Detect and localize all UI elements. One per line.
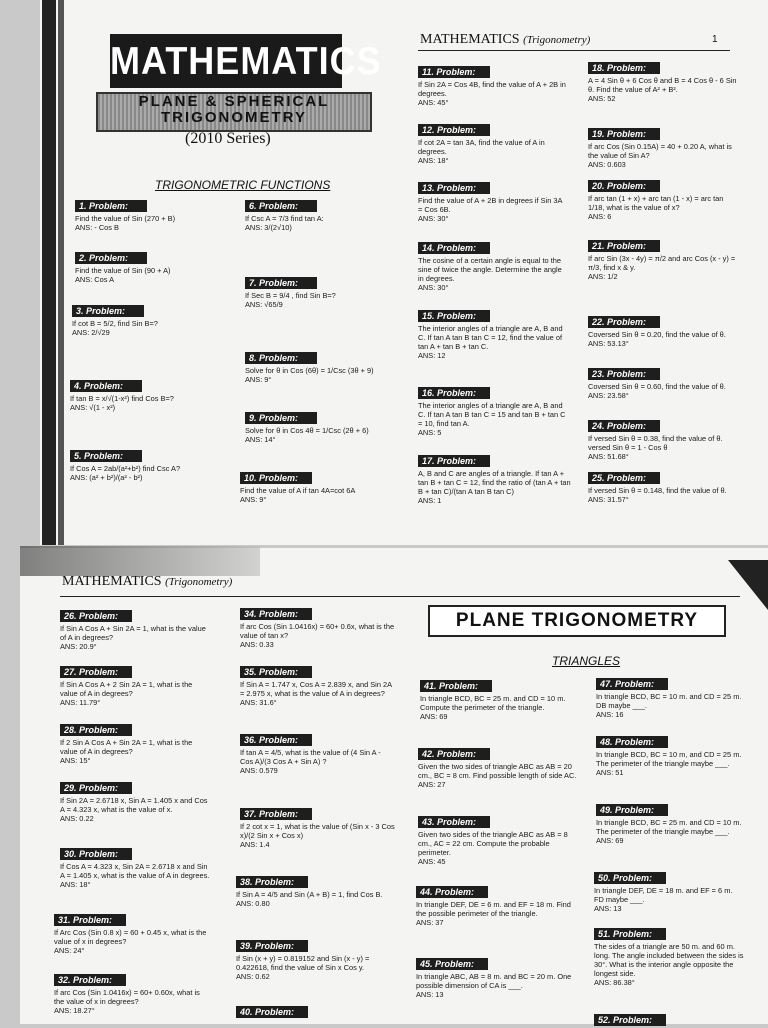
problem-label: 1. Problem: [75, 200, 147, 212]
problem-label: 38. Problem: [236, 876, 308, 888]
problem-answer: ANS: 1/2 [588, 272, 618, 281]
problem-block [416, 958, 581, 999]
problem-block [588, 128, 738, 169]
problem-answer: ANS: 5 [418, 428, 442, 437]
problem-block [240, 608, 395, 649]
problem-text: If 2 Sin A Cos A + Sin 2A = 1, what is the value of A in degrees? [60, 738, 193, 756]
problem-label: 39. Problem: [236, 940, 308, 952]
problem-label: 45. Problem: [416, 958, 488, 970]
problem-block [588, 472, 738, 504]
problem-text: Given the two sides of triangle ABC as AB = 20 cm., BC = 8 cm. Find possible length of side AC. [418, 762, 577, 780]
problem-answer: ANS: Cos A [75, 275, 115, 284]
problem-answer: ANS: 1 [418, 496, 442, 505]
problem-label: 34. Problem: [240, 608, 312, 620]
problem-label: 5. Problem: [70, 450, 142, 462]
problem-block [245, 352, 395, 384]
problem-label: 23. Problem: [588, 368, 660, 380]
problem-answer: ANS: 20.9° [60, 642, 97, 651]
problem-label: 29. Problem: [60, 782, 132, 794]
problem-label: 52. Problem: [594, 1014, 666, 1026]
problem-label: 49. Problem: [596, 804, 668, 816]
problem-label: 30. Problem: [60, 848, 132, 860]
problem-text: The interior angles of a triangle are A, B and C. If tan A tan B tan C = 12, find the value of tan A + tan B + tan C. [418, 324, 563, 351]
problem-label: 9. Problem: [245, 412, 317, 424]
problem-block [70, 380, 220, 412]
problem-block [60, 666, 210, 707]
problem-answer: ANS: 0.22 [60, 814, 94, 823]
problem-block [596, 736, 746, 777]
problem-text: The cosine of a certain angle is equal to the sine of twice the angle. Determine the angle in degrees. [418, 256, 562, 283]
problem-text: In triangle DEF, DE = 18 m. and EF = 6 m. FD maybe ___. [594, 886, 733, 904]
problem-answer: ANS: 69 [596, 836, 624, 845]
problem-answer: ANS: 0.603 [588, 160, 626, 169]
problem-answer: ANS: √(1 - x²) [70, 403, 116, 412]
problem-text: If arc Cos (Sin 0.15A) = 40 + 0.20 A, what is the value of Sin A? [588, 142, 732, 160]
problem-label: 51. Problem: [594, 928, 666, 940]
problem-text: If arc Cos (Sin 1.0416x) = 60+ 0.60x, what is the value of x in degrees? [54, 988, 200, 1006]
problem-block [54, 914, 209, 955]
problem-label: 27. Problem: [60, 666, 132, 678]
problem-answer: ANS: 6 [588, 212, 612, 221]
header-rule [418, 50, 730, 51]
problem-text: The interior angles of a triangle are A, B and C. If tan A tan B tan C = 15 and tan B + tan C = 10, find tan A. [418, 401, 566, 428]
problem-answer: ANS: 2/√29 [72, 328, 110, 337]
problem-block [236, 1006, 391, 1020]
problem-text: If Csc A = 7/3 find tan A: [245, 214, 324, 223]
problem-answer: ANS: 51 [596, 768, 624, 777]
problem-text: Coversed Sin θ = 0.60, find the value of θ. [588, 382, 726, 391]
problem-answer: ANS: 24° [54, 946, 85, 955]
problem-text: If Cos A = 4.323 x, Sin 2A = 2.6718 x and Sin A = 1.405 x, what is the value of A in degrees. [60, 862, 210, 880]
problem-block [60, 610, 210, 651]
problem-text: Solve for θ in Cos 4θ = 1/Csc (2θ + 6) [245, 426, 369, 435]
problem-block [418, 748, 583, 789]
problem-label: 18. Problem: [588, 62, 660, 74]
problem-text: If Sin (x + y) = 0.819152 and Sin (x - y) = 0.422618, find the value of Sin x Cos y. [236, 954, 370, 972]
problem-text: In triangle BCD, BC = 10 m, and CD = 25 m. The perimeter of the triangle maybe ___. [596, 750, 742, 768]
problem-block [245, 277, 395, 309]
problem-text: If cot B = 5/2, find Sin B=? [72, 319, 158, 328]
problem-label: 42. Problem: [418, 748, 490, 760]
problem-answer: ANS: 45 [418, 857, 446, 866]
problem-answer: ANS: 18° [418, 156, 449, 165]
problem-label: 24. Problem: [588, 420, 660, 432]
problem-block [72, 305, 222, 337]
problem-answer: ANS: 12 [418, 351, 446, 360]
problem-text: If arc Sin (3x - 4y) = π/2 and arc Cos (x - y) = π/3, find x & y. [588, 254, 736, 272]
problem-block [418, 242, 568, 292]
problem-text: Coversed Sin θ = 0.20, find the value of θ. [588, 330, 726, 339]
problem-text: Solve for θ in Cos (6θ) = 1/Csc (3θ + 9) [245, 366, 374, 375]
problem-block [60, 848, 210, 889]
problem-text: Find the value of A if tan 4A=cot 6A [240, 486, 356, 495]
running-head-sub: (Trigonometry) [523, 34, 591, 46]
problem-block [416, 886, 581, 927]
problem-text: In triangle BCD, BC = 25 m. and CD = 10 m. The perimeter of the triangle maybe ___. [596, 818, 742, 836]
problem-answer: ANS: 16 [596, 710, 624, 719]
section-title: TRIGONOMETRIC FUNCTIONS [155, 178, 331, 192]
problem-text: In triangle BCD, BC = 25 m. and CD = 10 m. Compute the perimeter of the triangle. [420, 694, 566, 712]
series-label: (2010 Series) [185, 130, 271, 147]
problem-answer: ANS: 18° [60, 880, 91, 889]
problem-block [418, 455, 573, 505]
problem-answer: ANS: - Cos B [75, 223, 119, 232]
running-head [420, 32, 590, 48]
scan-shadow [20, 546, 260, 576]
problem-answer: ANS: 45° [418, 98, 449, 107]
problem-block [418, 310, 568, 360]
problem-text: If arc tan (1 + x) + arc tan (1 - x) = arc tan 1/18, what is the value of x? [588, 194, 724, 212]
problem-block [54, 974, 209, 1015]
header-rule-bottom [60, 596, 740, 597]
problem-text: Given two sides of the triangle ABC as AB = 8 cm., AC = 22 cm. Compute the probable perimeter. [418, 830, 568, 857]
problem-answer: ANS: 13 [594, 904, 622, 913]
running-head-title: MATHEMATICS [420, 32, 520, 47]
problem-text: If arc Cos (Sin 1.0416x) = 60+ 0.6x, what is the value of tan x? [240, 622, 395, 640]
problem-label: 4. Problem: [70, 380, 142, 392]
subtitle-line-1: PLANE & SPHERICAL [138, 93, 330, 110]
problem-label: 48. Problem: [596, 736, 668, 748]
problem-label: 21. Problem: [588, 240, 660, 252]
corner-mark [728, 560, 768, 610]
running-head-bottom-sub: (Trigonometry) [165, 576, 233, 588]
problem-answer: ANS: 15° [60, 756, 91, 765]
subtitle-line-2: TRIGONOMETRY [161, 109, 307, 126]
running-head-bottom [62, 574, 232, 590]
problem-text: In triangle DEF, DE = 6 m. and EF = 18 m. Find the possible perimeter of the triangle. [416, 900, 571, 918]
problem-label: 7. Problem: [245, 277, 317, 289]
problem-text: The sides of a triangle are 50 m. and 60 m. long. The angle included between the sides is 30°. What is the interior angle opposite the longest side. [594, 942, 744, 978]
problem-text: If Sin A = 4/5 and Sin (A + B) = 1, find Cos B. [236, 890, 383, 899]
problem-block [588, 420, 738, 461]
problem-block [594, 1014, 744, 1028]
title-banner: MATHEMATICS [110, 34, 342, 88]
problem-answer: ANS: 51.68° [588, 452, 629, 461]
problem-text: In triangle ABC, AB = 8 m. and BC = 20 m. One possible dimension of CA is ___. [416, 972, 572, 990]
problem-block [240, 666, 395, 707]
problem-label: 14. Problem: [418, 242, 490, 254]
problem-answer: ANS: 3/(2√10) [245, 223, 292, 232]
problem-text: If versed Sin θ = 0.148, find the value of θ. [588, 486, 727, 495]
problem-label: 2. Problem: [75, 252, 147, 264]
problem-answer: ANS: 9° [245, 375, 272, 384]
section-title-bottom: TRIANGLES [552, 654, 621, 668]
problem-block [236, 940, 391, 981]
problem-block [60, 782, 210, 823]
problem-text: If tan B = x/√(1-x²) find Cos B=? [70, 394, 174, 403]
problem-text: If Cos A = 2ab/(a²+b²) find Csc A? [70, 464, 181, 473]
problem-answer: ANS: 30° [418, 214, 449, 223]
problem-text: If tan A = 4/5, what is the value of (4 Sin A - Cos A)/(3 Cos A + Sin A) ? [240, 748, 381, 766]
problem-label: 16. Problem: [418, 387, 490, 399]
problem-label: 13. Problem: [418, 182, 490, 194]
problem-answer: ANS: 0.62 [236, 972, 270, 981]
binding-shadow [58, 0, 64, 545]
problem-label: 25. Problem: [588, 472, 660, 484]
problem-answer: ANS: 86.38° [594, 978, 635, 987]
problem-answer: ANS: 14° [245, 435, 276, 444]
problem-answer: ANS: 0.80 [236, 899, 270, 908]
problem-block [75, 200, 225, 232]
problem-text: If Sin A Cos A + 2 Sin 2A = 1, what is the value of A in degrees? [60, 680, 193, 698]
problem-block [418, 124, 568, 165]
problem-text: If Arc Cos (Sin 0.8 x) = 60 + 0.45 x, what is the value of x in degrees? [54, 928, 207, 946]
problem-block [418, 816, 583, 866]
problem-answer: ANS: 23.58° [588, 391, 629, 400]
problem-block [594, 928, 744, 987]
problem-text: If Sin 2A = Cos 4B, find the value of A + 2B in degrees. [418, 80, 566, 98]
problem-answer: ANS: 30° [418, 283, 449, 292]
problem-label: 43. Problem: [418, 816, 490, 828]
problem-answer: ANS: 31.57° [588, 495, 629, 504]
problem-block [596, 804, 746, 845]
problem-block [588, 316, 738, 348]
page-number: 1 [712, 34, 718, 45]
problem-block [245, 412, 395, 444]
binding-edge [42, 0, 56, 545]
problem-label: 31. Problem: [54, 914, 126, 926]
problem-label: 17. Problem: [418, 455, 490, 467]
problem-answer: ANS: 37 [416, 918, 444, 927]
problem-label: 10. Problem: [240, 472, 312, 484]
problem-block [420, 680, 585, 721]
problem-text: If Sec B = 9/4 , find Sin B=? [245, 291, 336, 300]
problem-block [588, 62, 738, 103]
problem-answer: ANS: 0.33 [240, 640, 274, 649]
problem-block [588, 368, 738, 400]
problem-block [588, 240, 738, 281]
problem-label: 40. Problem: [236, 1006, 308, 1018]
problem-text: If Sin A Cos A + Sin 2A = 1, what is the value of A in degrees? [60, 624, 206, 642]
problem-answer: ANS: 11.79° [60, 698, 101, 707]
problem-answer: ANS: 9° [240, 495, 267, 504]
problem-answer: ANS: (a² + b²)/(a² - b²) [70, 473, 143, 482]
problem-block [60, 724, 210, 765]
problem-label: 37. Problem: [240, 808, 312, 820]
problem-label: 41. Problem: [420, 680, 492, 692]
problem-label: 8. Problem: [245, 352, 317, 364]
problem-label: 44. Problem: [416, 886, 488, 898]
problem-block [596, 678, 746, 719]
problem-block [240, 808, 395, 849]
problem-block [245, 200, 395, 232]
problem-block [75, 252, 225, 284]
problem-block [418, 387, 568, 437]
problem-label: 22. Problem: [588, 316, 660, 328]
problem-text: Find the value of Sin (90 + A) [75, 266, 171, 275]
problem-label: 6. Problem: [245, 200, 317, 212]
problem-block [240, 734, 395, 775]
problem-label: 19. Problem: [588, 128, 660, 140]
problem-answer: ANS: 53.13° [588, 339, 629, 348]
problem-label: 11. Problem: [418, 66, 490, 78]
problem-text: If cot 2A = tan 3A, find the value of A in degrees. [418, 138, 545, 156]
problem-text: Find the value of A + 2B in degrees if Sin 3A = Cos 6B. [418, 196, 563, 214]
problem-block [236, 876, 391, 908]
problem-block [240, 472, 400, 504]
problem-label: 3. Problem: [72, 305, 144, 317]
problem-label: 35. Problem: [240, 666, 312, 678]
problem-block [70, 450, 230, 482]
problem-label: 36. Problem: [240, 734, 312, 746]
problem-text: If 2 cot x = 1, what is the value of (Sin x - 3 Cos x)/(2 Sin x + Cos x) [240, 822, 395, 840]
subtitle-banner [96, 92, 372, 132]
problem-answer: ANS: 69 [420, 712, 448, 721]
problem-block [588, 180, 738, 221]
problem-answer: ANS: 18.27° [54, 1006, 95, 1015]
problem-label: 26. Problem: [60, 610, 132, 622]
problem-answer: ANS: 31.6° [240, 698, 277, 707]
problem-text: If Sin 2A = 2.6718 x, Sin A = 1.405 x and Cos A = 4.323 x, what is the value of x. [60, 796, 208, 814]
chapter-box-title: PLANE TRIGONOMETRY [428, 605, 726, 637]
problem-answer: ANS: 1.4 [240, 840, 270, 849]
problem-answer: ANS: √65/9 [245, 300, 283, 309]
running-head-bottom-title: MATHEMATICS [62, 574, 162, 589]
problem-label: 32. Problem: [54, 974, 126, 986]
problem-text: A = 4 Sin θ + 6 Cos θ and B = 4 Cos θ - 6 Sin θ. Find the value of A² + B². [588, 76, 737, 94]
problem-text: If Sin A = 1.747 x, Cos A = 2.839 x, and Sin 2A = 2.975 x, what is the value of A in degrees? [240, 680, 392, 698]
problem-block [418, 182, 568, 223]
problem-block [594, 872, 744, 913]
problem-text: If versed Sin θ = 0.38, find the value of θ. versed Sin θ = 1 - Cos θ [588, 434, 723, 452]
problem-label: 47. Problem: [596, 678, 668, 690]
problem-label: 12. Problem: [418, 124, 490, 136]
problem-label: 28. Problem: [60, 724, 132, 736]
problem-answer: ANS: 52 [588, 94, 616, 103]
problem-answer: ANS: 0.579 [240, 766, 278, 775]
problem-answer: ANS: 27 [418, 780, 446, 789]
problem-text: Find the value of Sin (270 + B) [75, 214, 176, 223]
problem-label: 50. Problem: [594, 872, 666, 884]
problem-block [418, 66, 568, 107]
problem-answer: ANS: 13 [416, 990, 444, 999]
problem-text: In triangle BCD, BC = 10 m. and CD = 25 m. DB maybe ___. [596, 692, 742, 710]
problem-label: 20. Problem: [588, 180, 660, 192]
problem-text: A, B and C are angles of a triangle. If tan A + tan B + tan C = 12, find the ratio of (tan A + tan B + tan C)/(tan A tan B tan C) [418, 469, 571, 496]
problem-label: 15. Problem: [418, 310, 490, 322]
